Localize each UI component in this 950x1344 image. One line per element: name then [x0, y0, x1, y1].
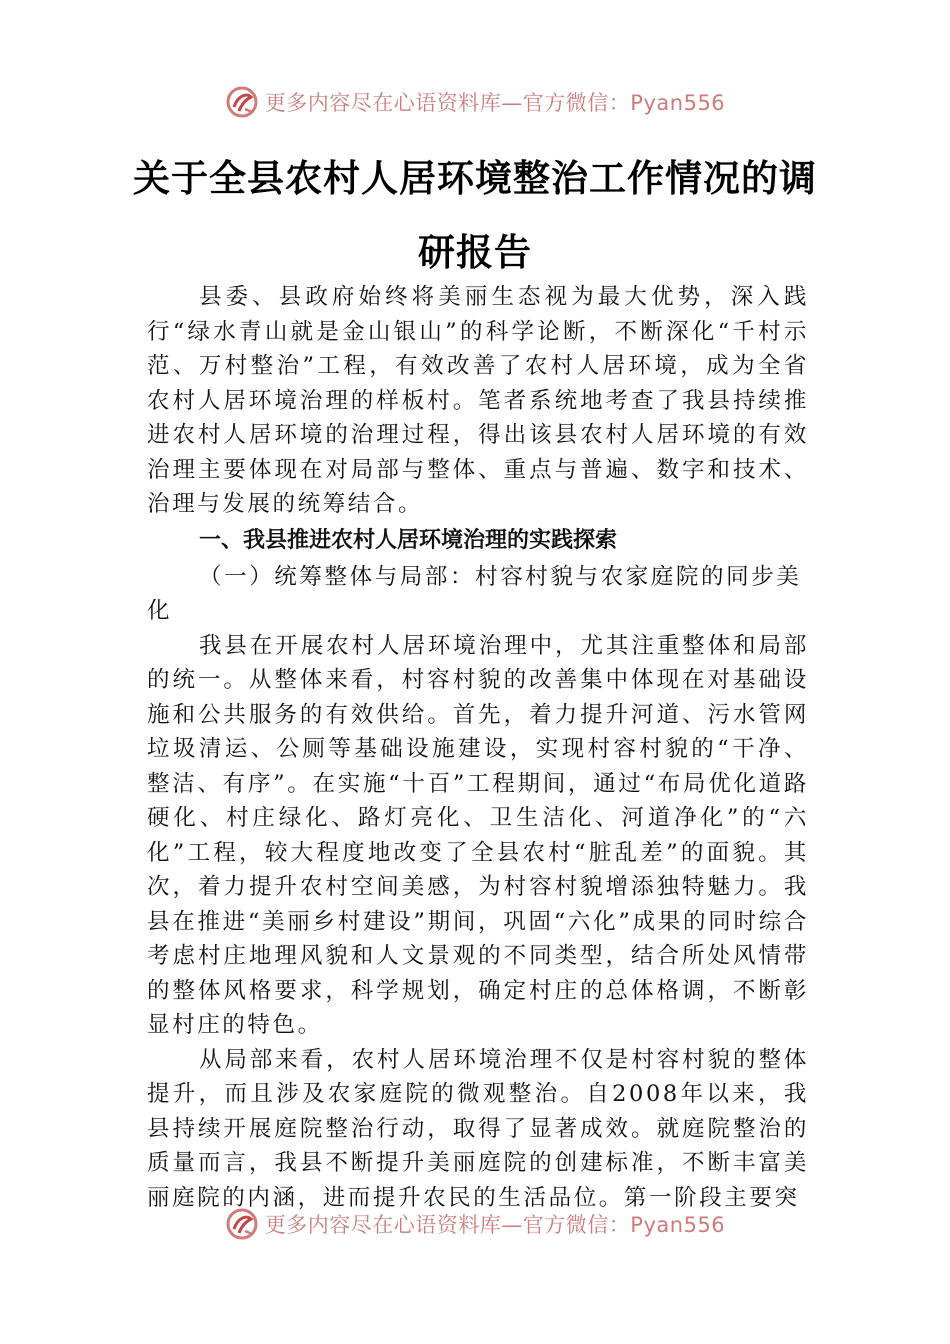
document-body: [147, 280, 809, 1215]
intro-paragraph: 县委、县政府始终将美丽生态视为最大优势，深入践行“绿水青山就是金山银山”的科学论断，不断深化“千村示范、万村整治”工程，有效改善了农村人居环境，成为全省农村人居环境治理的样板村。笔者系统地考查了我县持续推进农村人居环境的治理过程，得出该县农村人居环境的有效治理主要体现在对局部与整体、重点与普遍、数字和技术、治理与发展的统筹结合。: [147, 284, 809, 517]
page-title-line1: 关于全县农村人居环境整治工作情况的调: [133, 157, 817, 200]
watermark-text: 更多内容尽在心语资料库—官方微信：Pyan556: [264, 91, 726, 115]
body-paragraph-2: 从局部来看，农村人居环境治理不仅是村容村貌的整体提升，而且涉及农家庭院的微观整治。自2008年以来，我县持续开展庭院整治行动，取得了显著成效。就庭院整治的质量而言，我县不断提升美丽庭院的创建标准，不断丰富美丽庭院的内涵，进而提升农民的生活品位。第一阶段主要突: [147, 1046, 809, 1211]
logo-icon: [225, 1207, 259, 1241]
watermark-text: 更多内容尽在心语资料库—官方微信：Pyan556: [264, 1213, 726, 1237]
page-title-line2: 研报告: [418, 231, 532, 274]
subsection-heading: （一）统筹整体与局部：村容村貌与农家庭院的同步美化: [147, 563, 802, 624]
watermark-bottom: [0, 1204, 950, 1244]
watermark-top: [0, 82, 950, 122]
section-heading: 一、我县推进农村人居环境治理的实践探索: [199, 527, 618, 553]
body-paragraph-1: 我县在开展农村人居环境治理中，尤其注重整体和局部的统一。从整体来看，村容村貌的改善集中体现在对基础设施和公共服务的有效供给。首先，着力提升河道、污水管网垃圾清运、公厕等基础设施建设，实现村容村貌的“干净、整洁、有序”。在实施“十百”工程期间，通过“布局优化道路硬化、村庄绿化、路灯亮化、卫生洁化、河道净化”的“六化”工程，较大程度地改变了全县农村“脏乱差”的面貌。其次，着力提升农村空间美感，为村容村貌增添独特魅力。我县在推进“美丽乡村建设”期间，巩固“六化”成果的同时综合考虑村庄地理风貌和人文景观的不同类型，结合所处风情带的整体风格要求，科学规划，确定村庄的总体格调，不断彰显村庄的特色。: [147, 632, 809, 1038]
logo-icon: [225, 85, 259, 119]
